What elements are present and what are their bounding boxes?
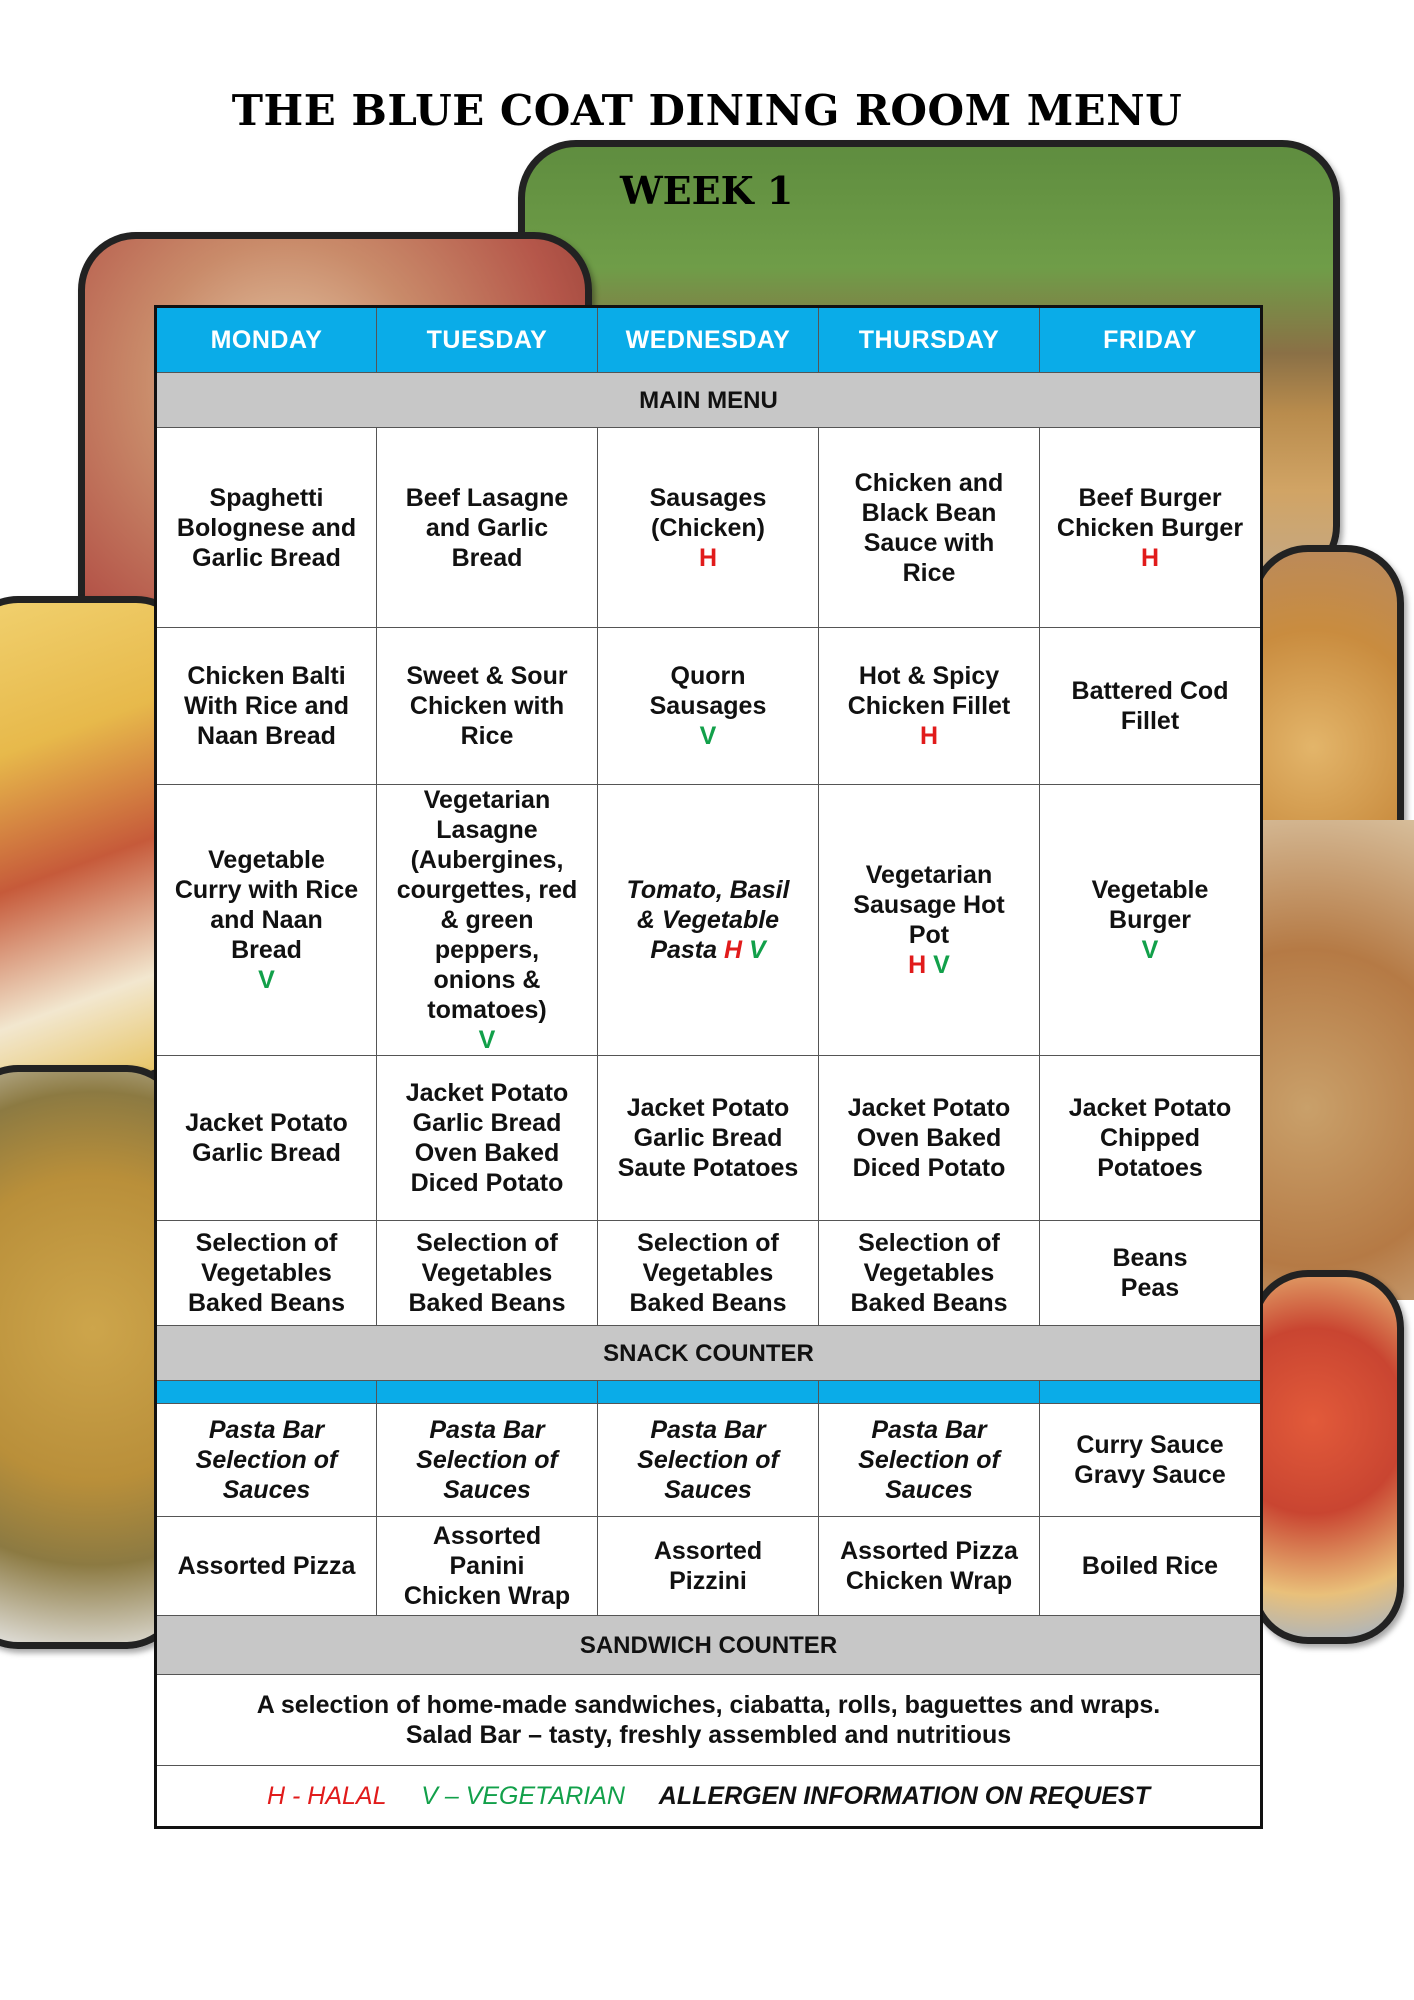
legend-vegetarian: V – VEGETARIAN: [421, 1782, 625, 1810]
dish-line: Bread: [231, 936, 302, 964]
dish-line: Pasta Bar: [208, 1416, 325, 1444]
legend-allergen: ALLERGEN INFORMATION ON REQUEST: [658, 1782, 1150, 1810]
snack-cell: [156, 1404, 377, 1517]
dish-line: Chicken and: [854, 468, 1004, 497]
dish-line: (Aubergines,: [410, 846, 564, 874]
day-thursday: THURSDAY: [819, 307, 1040, 373]
dietary-tag: [383, 1025, 591, 1055]
dietary-tag: [825, 950, 1033, 980]
dish-line: Battered Cod: [1071, 677, 1229, 705]
dish-line: Vegetable: [1091, 876, 1209, 904]
dish-line: Assorted: [432, 1522, 542, 1550]
dish-line: Lasagne: [436, 816, 538, 844]
menu-row: [156, 1221, 1262, 1326]
dish-line: Beans: [1112, 1244, 1188, 1272]
sandwich-info-line: Salad Bar – tasty, freshly assembled and nutritious: [405, 1721, 1012, 1749]
dish-line: Selection of: [637, 1446, 779, 1474]
dish-line: Pasta H V: [650, 936, 766, 964]
dish-line: Oven Baked: [856, 1124, 1002, 1152]
snack-cell: [377, 1517, 598, 1616]
menu-title: THE BLUE COAT DINING ROOM MENU: [231, 86, 1183, 135]
dish-line: Tomato, Basil: [626, 876, 790, 904]
dish-line: and Naan: [210, 906, 323, 934]
halal-tag: H: [698, 543, 718, 572]
main-dish-cell: [598, 785, 819, 1056]
dish-line: Selection of: [416, 1229, 558, 1257]
dish-line: Panini: [449, 1552, 525, 1580]
main-dish-cell: [1040, 1221, 1262, 1326]
snack-blue-bar: [156, 1381, 1262, 1404]
legend-halal: H - HALAL: [267, 1782, 387, 1810]
dish-line: Naan Bread: [197, 722, 336, 750]
snack-cell: [1040, 1404, 1262, 1517]
dish-line: Jacket Potato: [626, 1094, 790, 1122]
snack-cell: [377, 1404, 598, 1517]
dish-line: Jacket Potato: [405, 1079, 569, 1107]
main-dish-cell: [819, 628, 1040, 785]
dish-line: Saute Potatoes: [617, 1154, 799, 1182]
snack-cell: [819, 1517, 1040, 1616]
main-dish-cell: [1040, 428, 1262, 628]
dish-line: Chicken Burger: [1056, 513, 1244, 542]
dish-line: Selection of: [858, 1229, 1000, 1257]
main-dish-cell: [598, 428, 819, 628]
dish-line: Selection of: [858, 1446, 1000, 1474]
dish-line: Oven Baked: [414, 1139, 560, 1167]
dish-line: Vegetables: [201, 1259, 332, 1287]
main-dish-cell: [598, 628, 819, 785]
main-dish-cell: [1040, 785, 1262, 1056]
main-dish-cell: [377, 1221, 598, 1326]
dish-line: Gravy Sauce: [1074, 1461, 1226, 1489]
main-dish-cell: [1040, 1056, 1262, 1221]
dish-line: Garlic Bread: [192, 1139, 341, 1167]
day-header-row: [156, 307, 1262, 373]
dish-line: Bread: [451, 543, 523, 572]
sandwich-info-line: A selection of home-made sandwiches, ciabatta, rolls, baguettes and wraps.: [256, 1691, 1161, 1719]
dish-line: Baked Beans: [629, 1289, 787, 1317]
dish-line: Baked Beans: [187, 1289, 346, 1317]
snack-cell: [1040, 1517, 1262, 1616]
snack-cell: [598, 1517, 819, 1616]
dish-line: onions &: [433, 966, 541, 994]
dish-line: Boiled Rice: [1081, 1552, 1219, 1580]
dish-line: Sausages: [649, 692, 767, 720]
dish-line: Bolognese and: [176, 513, 357, 542]
dish-line: Pasta Bar: [429, 1416, 545, 1444]
dish-line: Vegetable: [208, 846, 325, 874]
dish-line: Beef Burger: [1078, 483, 1222, 512]
main-dish-cell: [156, 428, 377, 628]
dietary-tag: [604, 721, 812, 751]
main-dish-cell: [819, 785, 1040, 1056]
main-dish-cell: [156, 628, 377, 785]
menu-row: [156, 785, 1262, 1056]
day-friday: FRIDAY: [1040, 307, 1262, 373]
dish-line: Pot: [908, 921, 950, 949]
dish-line: Chicken with: [409, 692, 565, 720]
dish-line: Chicken Wrap: [845, 1567, 1013, 1595]
dish-line: Garlic Bread: [192, 543, 341, 572]
halal-tag: H: [908, 951, 927, 979]
dish-line: peppers,: [434, 936, 540, 964]
sandwich-info: [156, 1675, 1262, 1766]
dish-line: Assorted: [653, 1537, 763, 1565]
halal-tag: H: [723, 936, 743, 964]
dietary-tag: [724, 936, 766, 964]
dish-line: Vegetables: [421, 1259, 553, 1287]
halal-tag: H: [919, 722, 939, 750]
dish-line: Curry Sauce: [1076, 1431, 1224, 1459]
dish-line: tomatoes): [427, 996, 547, 1024]
dish-line: Assorted Pizza: [177, 1552, 356, 1580]
snack-cell: [156, 1517, 377, 1616]
dish-line: Pasta Bar: [871, 1416, 987, 1444]
dietary-tag: [604, 543, 812, 573]
dish-line: With Rice and: [183, 692, 350, 720]
halal-tag: H: [1140, 543, 1160, 572]
dish-line: Sausages: [649, 483, 767, 512]
dish-line: Selection of: [637, 1229, 779, 1257]
dietary-tag: [1046, 935, 1254, 965]
vegetarian-tag: V: [478, 1026, 496, 1054]
dish-line: Hot & Spicy: [858, 662, 1000, 690]
vegetarian-tag: V: [742, 936, 766, 964]
menu-row: [156, 1517, 1262, 1616]
day-tuesday: TUESDAY: [377, 307, 598, 373]
dish-line: Baked Beans: [408, 1289, 566, 1317]
dish-line: (Chicken): [651, 513, 765, 542]
menu-row: [156, 1404, 1262, 1517]
dish-line: Spaghetti: [209, 483, 324, 512]
dish-line: Pizzini: [669, 1567, 747, 1595]
sandwich-counter-heading: SANDWICH COUNTER: [156, 1616, 1262, 1675]
dish-line: & green: [440, 906, 534, 934]
dish-line: Rice: [460, 722, 514, 750]
dish-line: Garlic Bread: [633, 1124, 783, 1152]
main-dish-cell: [819, 1221, 1040, 1326]
dish-line: Selection of: [416, 1446, 558, 1474]
dish-line: Quorn: [670, 662, 746, 690]
dish-line: Beef Lasagne: [405, 483, 569, 512]
dish-line: Black Bean: [861, 498, 997, 527]
main-dish-cell: [1040, 628, 1262, 785]
pastry-photo: [1250, 820, 1414, 1300]
dish-line: Sausage Hot: [853, 891, 1005, 919]
dish-line: Baked Beans: [850, 1289, 1008, 1317]
main-menu-heading: MAIN MENU: [156, 373, 1262, 428]
main-dish-cell: [377, 1056, 598, 1221]
dish-line: Vegetables: [863, 1259, 995, 1287]
dish-line: Vegetables: [642, 1259, 774, 1287]
dish-line: Peas: [1120, 1274, 1180, 1302]
dish-line: Chicken Wrap: [403, 1582, 571, 1610]
dietary-tag: [825, 721, 1033, 751]
main-menu-rows: [156, 428, 1262, 1326]
main-dish-cell: [598, 1221, 819, 1326]
dish-line: Diced Potato: [852, 1154, 1006, 1182]
dish-line: Selection of: [195, 1446, 338, 1474]
menu-row: [156, 428, 1262, 628]
menu-row: [156, 628, 1262, 785]
main-dish-cell: [156, 1221, 377, 1326]
dietary-tag: [1046, 543, 1254, 573]
dish-line: Assorted Pizza: [840, 1537, 1018, 1565]
main-dish-cell: [819, 428, 1040, 628]
dish-line: Jacket Potato: [1068, 1094, 1232, 1122]
dish-line: Diced Potato: [410, 1169, 564, 1197]
dish-line: Burger: [1109, 906, 1191, 934]
snack-cell: [819, 1404, 1040, 1517]
dish-line: Curry with Rice: [174, 876, 359, 904]
dish-line: Vegetarian: [423, 786, 551, 814]
dish-line: and Garlic: [425, 513, 549, 542]
main-dish-cell: [156, 785, 377, 1056]
dish-line: Pasta Bar: [650, 1416, 766, 1444]
main-dish-cell: [377, 428, 598, 628]
main-dish-cell: [156, 1056, 377, 1221]
legend: [156, 1766, 1262, 1828]
snack-cell: [598, 1404, 819, 1517]
dish-line: Chicken Fillet: [847, 692, 1011, 720]
main-dish-cell: [377, 628, 598, 785]
vegetarian-tag: V: [926, 951, 950, 979]
menu-table: [154, 305, 1263, 1829]
dish-line: Vegetarian: [865, 861, 993, 889]
dish-line: Chicken Balti: [187, 662, 346, 690]
dish-line: Sauce with: [863, 528, 995, 557]
vegetarian-tag: V: [1141, 936, 1159, 964]
main-dish-cell: [819, 1056, 1040, 1221]
menu-row: [156, 1056, 1262, 1221]
dish-line: Jacket Potato: [847, 1094, 1011, 1122]
dish-line: Fillet: [1120, 707, 1180, 735]
dish-line: Sauces: [222, 1476, 311, 1504]
dish-line: Jacket Potato: [185, 1109, 348, 1137]
week-label: WEEK 1: [620, 168, 794, 213]
vegetarian-tag: V: [699, 722, 717, 750]
dish-line: Potatoes: [1097, 1154, 1203, 1182]
dish-line: Chipped: [1100, 1124, 1200, 1152]
dish-line: & Vegetable: [636, 906, 780, 934]
dish-line: Garlic Bread: [412, 1109, 562, 1137]
dish-line: Sauces: [885, 1476, 973, 1504]
dish-line: Selection of: [195, 1229, 338, 1257]
dish-line: Sweet & Sour: [406, 662, 568, 690]
dish-line: Sauces: [664, 1476, 752, 1504]
tacos-photo: [1250, 1270, 1404, 1644]
snack-counter-heading: SNACK COUNTER: [156, 1326, 1262, 1381]
dietary-tag: [163, 965, 370, 995]
dish-line: courgettes, red: [396, 876, 578, 904]
snack-counter-rows: [156, 1404, 1262, 1616]
dish-line: Rice: [902, 558, 956, 587]
vegetarian-tag: V: [258, 966, 275, 994]
day-monday: MONDAY: [156, 307, 377, 373]
day-wednesday: WEDNESDAY: [598, 307, 819, 373]
dish-line: Sauces: [443, 1476, 531, 1504]
main-dish-cell: [598, 1056, 819, 1221]
main-dish-cell: [377, 785, 598, 1056]
